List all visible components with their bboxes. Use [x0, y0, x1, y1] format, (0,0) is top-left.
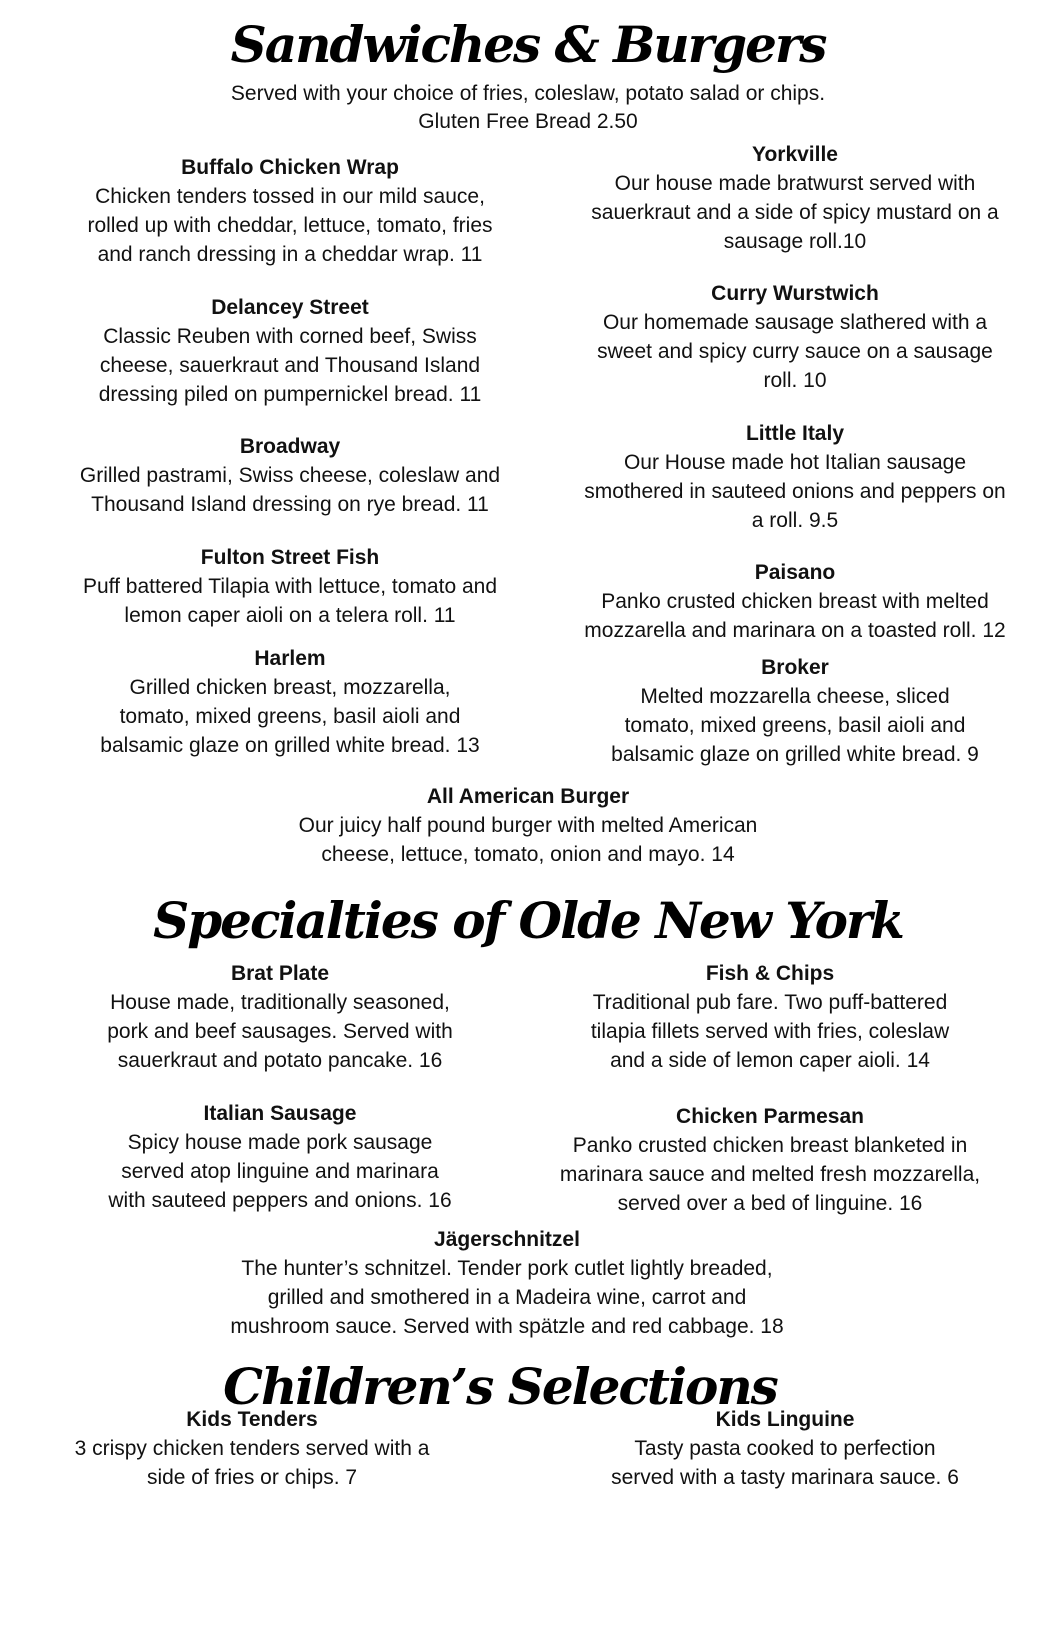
- item-desc-line: a roll. 9.5: [751, 509, 839, 532]
- item-desc-line: Chicken tenders tossed in our mild sauce,: [95, 185, 485, 208]
- item-desc-line: Our House made hot Italian sausage: [623, 451, 967, 474]
- item-desc-line: House made, traditionally seasoned,: [110, 991, 450, 1014]
- item-name: Italian Sausage: [203, 1102, 357, 1125]
- item-desc-line: tomato, mixed greens, basil aioli and: [624, 714, 966, 737]
- menu-item-kids-tenders: [0, 1406, 504, 1492]
- menu-item-paisano: [530, 559, 1056, 645]
- gluten-free-note: Gluten Free Bread 2.50: [418, 110, 638, 133]
- menu-item-fish-and-chips: [510, 960, 1030, 1075]
- item-desc-line: Classic Reuben with corned beef, Swiss: [103, 325, 477, 348]
- item-desc-line: cheese, sauerkraut and Thousand Island: [99, 354, 481, 377]
- menu-item-chicken-parmesan: [500, 1103, 1040, 1218]
- item-desc-line: sauerkraut and potato pancake. 16: [117, 1049, 443, 1072]
- menu-item-little-italy: [530, 420, 1056, 535]
- item-name: Buffalo Chicken Wrap: [181, 156, 399, 179]
- item-desc-line: Our homemade sausage slathered with a: [602, 311, 988, 334]
- item-desc-line: and ranch dressing in a cheddar wrap. 11: [97, 243, 483, 266]
- item-desc-line: side of fries or chips. 7: [146, 1466, 358, 1489]
- item-desc-line: balsamic glaze on grilled white bread. 9: [611, 743, 979, 766]
- item-name: Paisano: [754, 561, 836, 584]
- item-desc-line: roll. 10: [763, 369, 827, 392]
- item-desc-line: Melted mozzarella cheese, sliced: [640, 685, 950, 708]
- item-desc-line: served with a tasty marinara sauce. 6: [611, 1466, 959, 1489]
- section-title-sandwiches: Sandwiches & Burgers: [230, 15, 826, 74]
- menu-item-curry-wurstwich: [530, 280, 1056, 395]
- item-desc-line: Tasty pasta cooked to perfection: [634, 1437, 936, 1460]
- item-name: Kids Tenders: [186, 1408, 318, 1431]
- item-desc-line: and a side of lemon caper aioli. 14: [610, 1049, 930, 1072]
- menu-item-italian-sausage: [30, 1100, 530, 1215]
- section-subtitle: Served with your choice of fries, coleslaw, potato salad or chips.: [230, 82, 826, 105]
- item-desc-line: marinara sauce and melted fresh mozzarella,: [559, 1163, 981, 1186]
- item-desc-line: sweet and spicy curry sauce on a sausage: [597, 340, 993, 363]
- item-desc-line: Traditional pub fare. Two puff-battered: [592, 991, 948, 1014]
- item-name: Broadway: [239, 435, 341, 458]
- menu-item-buffalo-chicken-wrap: [30, 154, 550, 269]
- menu-item-delancey-street: [30, 294, 550, 409]
- item-desc-line: Panko crusted chicken breast with melted: [601, 590, 989, 613]
- item-desc-line: dressing piled on pumpernickel bread. 11: [98, 383, 482, 406]
- item-desc-line: served over a bed of linguine. 16: [617, 1192, 923, 1215]
- menu-item-harlem: [30, 645, 550, 760]
- item-desc-line: tomato, mixed greens, basil aioli and: [119, 705, 461, 728]
- section-title-specialties: Specialties of Olde New York: [153, 891, 903, 950]
- menu-item-jagerschnitzel: [0, 1226, 1014, 1341]
- item-desc-line: Spicy house made pork sausage: [127, 1131, 433, 1154]
- menu-item-fulton-street-fish: [30, 544, 550, 630]
- item-desc-line: smothered in sauteed onions and peppers on: [584, 480, 1006, 503]
- item-name: Kids Linguine: [715, 1408, 855, 1431]
- item-name: Curry Wurstwich: [711, 282, 879, 305]
- item-desc-line: cheese, lettuce, tomato, onion and mayo. 14: [321, 843, 735, 866]
- item-name: Harlem: [254, 647, 326, 670]
- item-desc-line: lemon caper aioli on a telera roll. 11: [124, 604, 456, 627]
- item-name: Delancey Street: [211, 296, 369, 319]
- item-desc-line: Our juicy half pound burger with melted American: [298, 814, 758, 837]
- item-name: Fulton Street Fish: [200, 546, 380, 569]
- item-name: Little Italy: [745, 422, 845, 445]
- menu-item-broadway: [30, 433, 550, 519]
- item-desc-line: sausage roll.10: [723, 230, 867, 253]
- item-name: All American Burger: [426, 785, 630, 808]
- item-desc-line: mushroom sauce. Served with spätzle and red cabbage. 18: [230, 1315, 784, 1338]
- item-name: Jägerschnitzel: [434, 1228, 580, 1251]
- item-name: Yorkville: [752, 143, 838, 166]
- item-desc-line: mozzarella and marinara on a toasted roll. 12: [584, 619, 1006, 642]
- menu-item-brat-plate: [30, 960, 530, 1075]
- item-desc-line: pork and beef sausages. Served with: [107, 1020, 453, 1043]
- item-desc-line: served atop linguine and marinara: [121, 1160, 439, 1183]
- item-desc-line: sauerkraut and a side of spicy mustard on a: [591, 201, 999, 224]
- menu-item-yorkville: [530, 141, 1056, 256]
- item-desc-line: Our house made bratwurst served with: [614, 172, 976, 195]
- item-desc-line: grilled and smothered in a Madeira wine, carrot and: [267, 1286, 747, 1309]
- item-desc-line: The hunter’s schnitzel. Tender pork cutlet lightly breaded,: [241, 1257, 773, 1280]
- item-desc-line: rolled up with cheddar, lettuce, tomato, fries: [87, 214, 493, 237]
- item-name: Brat Plate: [230, 962, 330, 985]
- item-desc-line: Puff battered Tilapia with lettuce, tomato and: [82, 575, 498, 598]
- item-desc-line: Thousand Island dressing on rye bread. 11: [91, 493, 489, 516]
- item-desc-line: tilapia fillets served with fries, coleslaw: [590, 1020, 950, 1043]
- item-desc-line: Grilled chicken breast, mozzarella,: [129, 676, 451, 699]
- menu-item-broker: [530, 654, 1056, 769]
- section-title-children: Children’s Selections: [223, 1357, 777, 1416]
- menu-item-all-american-burger: [0, 783, 1056, 869]
- item-name: Broker: [761, 656, 829, 679]
- item-desc-line: 3 crispy chicken tenders served with a: [74, 1437, 430, 1460]
- item-desc-line: Grilled pastrami, Swiss cheese, coleslaw and: [79, 464, 501, 487]
- item-desc-line: with sauteed peppers and onions. 16: [108, 1189, 452, 1212]
- item-name: Chicken Parmesan: [676, 1105, 864, 1128]
- item-name: Fish & Chips: [705, 962, 835, 985]
- item-desc-line: balsamic glaze on grilled white bread. 13: [100, 734, 480, 757]
- menu-item-kids-linguine: [560, 1406, 1010, 1492]
- item-desc-line: Panko crusted chicken breast blanketed in: [572, 1134, 968, 1157]
